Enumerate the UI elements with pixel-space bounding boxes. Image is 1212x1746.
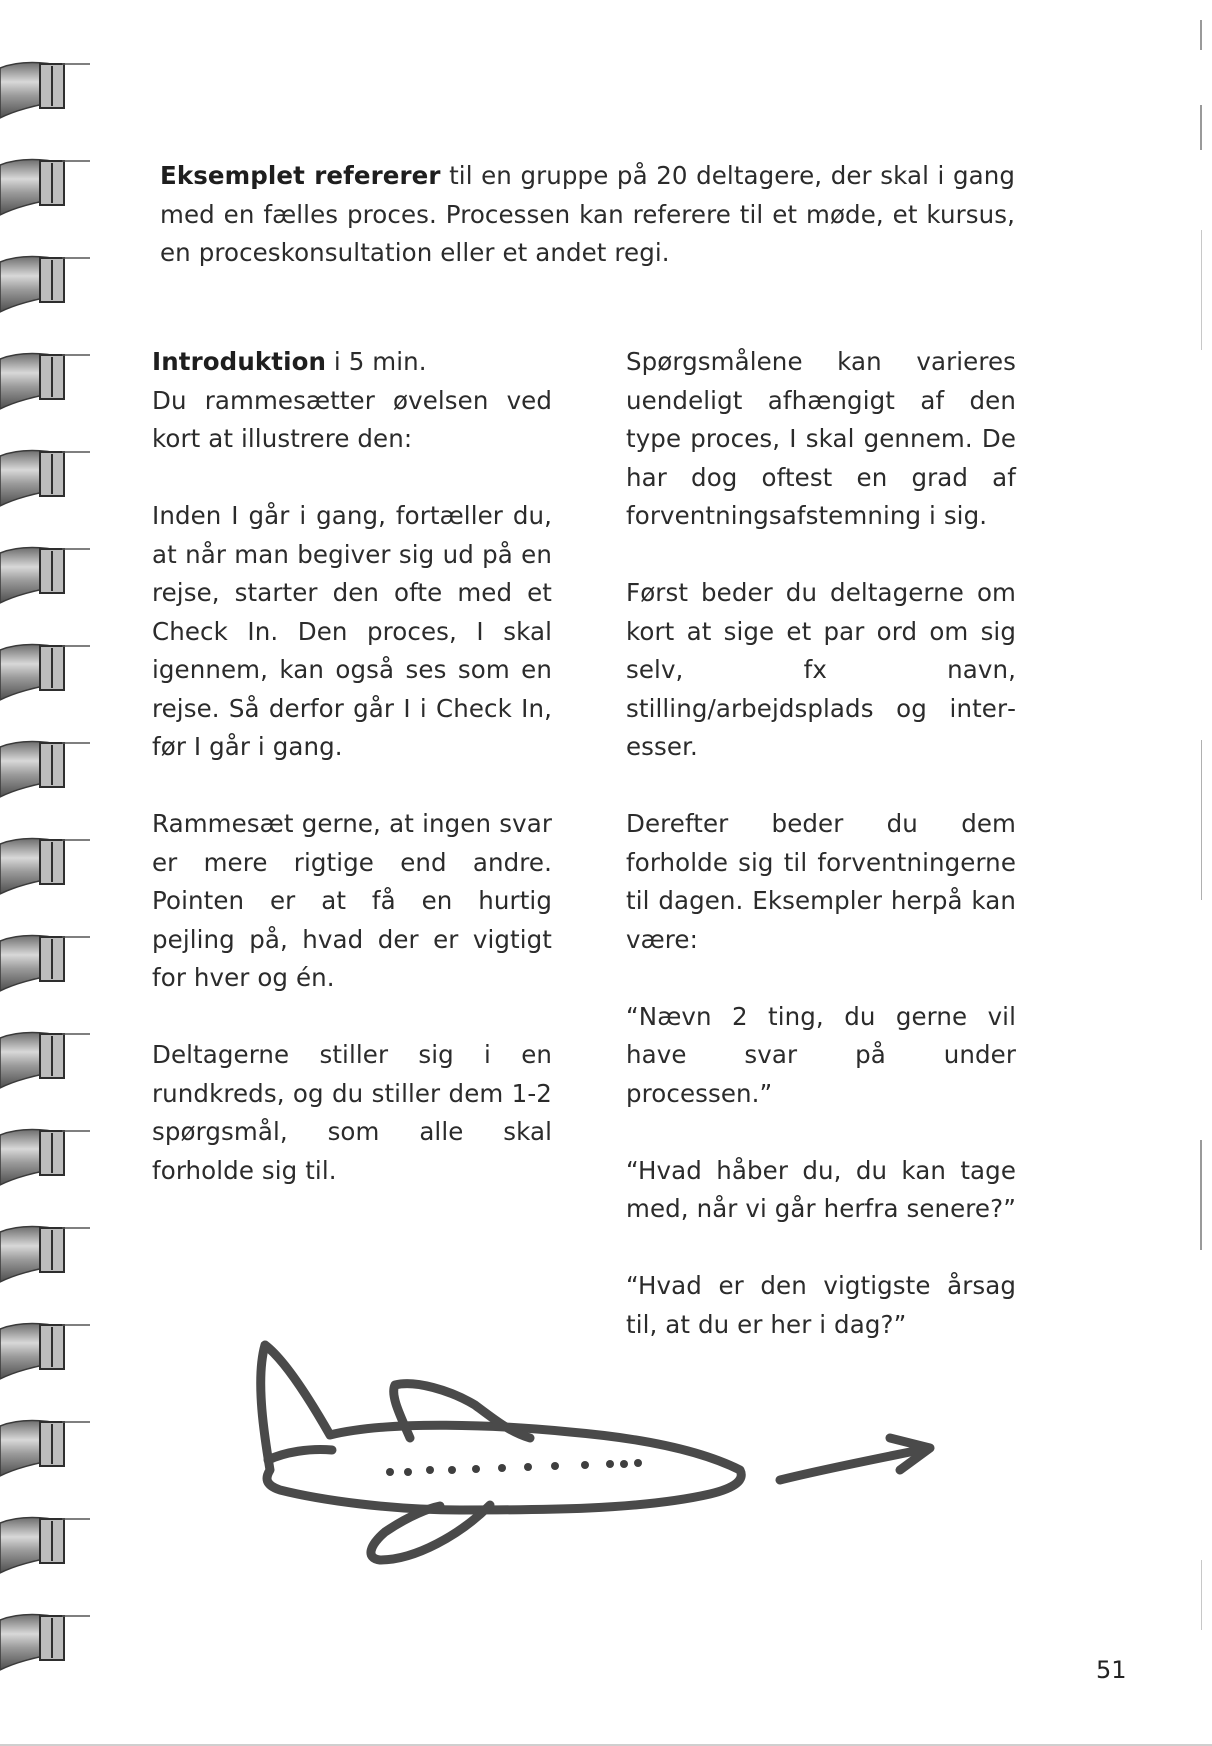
- intro-paragraph: [160, 157, 1015, 273]
- spiral-coil-icon: [0, 63, 90, 119]
- scan-edge-line: [1200, 20, 1202, 50]
- scan-edge-line: [1201, 740, 1202, 900]
- spiral-coil-icon: [0, 742, 90, 798]
- spiral-coil-icon: [0, 1324, 90, 1380]
- scan-edge-line: [1200, 1140, 1202, 1250]
- section-heading-duration: i 5 min.: [326, 347, 427, 376]
- spiral-coil-icon: [0, 1615, 90, 1671]
- intro-lead-bold: Eksemplet refererer: [160, 161, 441, 190]
- airplane-drawing-icon: [240, 1320, 960, 1570]
- spiral-coil-icon: [0, 839, 90, 895]
- spiral-coil-icon: [0, 354, 90, 410]
- spiral-coil-icon: [0, 1033, 90, 1089]
- right-paragraph-1: Spørgsmålene kan varieres uendeligt afhængigt af den type proces, I skal gennem. De har dog oftest en grad af forventningsafstemning i sig.: [626, 347, 1016, 530]
- spiral-coil-icon: [0, 1518, 90, 1574]
- section-heading: [152, 343, 552, 382]
- left-paragraph-3: Rammesæt gerne, at ingen svar er mere rigtige end andre. Pointen er at få en hurtig pejling på, hvad der er vigtigt for hver og én.: [152, 809, 552, 992]
- spiral-binding-icon: [0, 50, 100, 1710]
- section-heading-bold: Introduktion: [152, 347, 327, 376]
- spiral-coil-icon: [0, 645, 90, 701]
- spiral-coil-icon: [0, 257, 90, 313]
- spiral-coil-icon: [0, 936, 90, 992]
- plane-windows: [386, 1459, 642, 1476]
- example-question-1: “Nævn 2 ting, du gerne vil have svar på under processen.”: [626, 1001, 1016, 1108]
- spiral-coil-icon: [0, 451, 90, 507]
- spiral-coil-icon: [0, 1421, 90, 1477]
- page-number: 51: [1096, 1656, 1127, 1684]
- scan-edge-line: [1201, 1560, 1202, 1630]
- left-paragraph-1: Du rammesætter øvelsen ved kort at illustrere den:: [152, 385, 552, 453]
- right-paragraph-2: Først beder du deltagerne om kort at sige et par ord om sig selv, fx navn, stilling/arbejdsplads og interesser.: [626, 578, 1016, 761]
- left-paragraph-4: Deltagerne stiller sig i en rundkreds, og du stiller dem 1-2 spørgsmål, som alle skal forholde sig til.: [152, 1040, 552, 1185]
- spiral-coil-icon: [0, 1227, 90, 1283]
- spiral-coil-icon: [0, 548, 90, 604]
- right-paragraph-3: Derefter beder du dem forholde sig til forventningerne til dagen. Eksempler herpå kan være:: [626, 809, 1016, 954]
- left-column: [152, 343, 552, 1190]
- left-paragraph-2: Inden I går i gang, fortæller du, at når man begiver sig ud på en rejse, starter den ofte med et Check In. Den proces, I skal igennem, kan også ses som en rejse. Så derfor går I i Check In, før I går i gang.: [152, 501, 552, 761]
- right-column: [626, 343, 1016, 1344]
- intro-lead-text: til en gruppe på 20 deltagere, der skal i gang med en fælles proces. Processen kan referere til et møde, et kursus, en proceskonsultation eller et andet regi.: [160, 161, 1015, 267]
- spiral-binding: [0, 50, 100, 1710]
- spiral-coil-icon: [0, 160, 90, 216]
- example-question-3: “Hvad er den vigtigste årsag til, at du er her i dag?”: [626, 1271, 1016, 1339]
- spiral-coil-icon: [0, 1130, 90, 1186]
- scan-edge-line: [1200, 105, 1202, 150]
- example-question-2: “Hvad håber du, du kan tage med, når vi går herfra senere?”: [626, 1155, 1017, 1223]
- scan-edge-line: [1201, 230, 1202, 350]
